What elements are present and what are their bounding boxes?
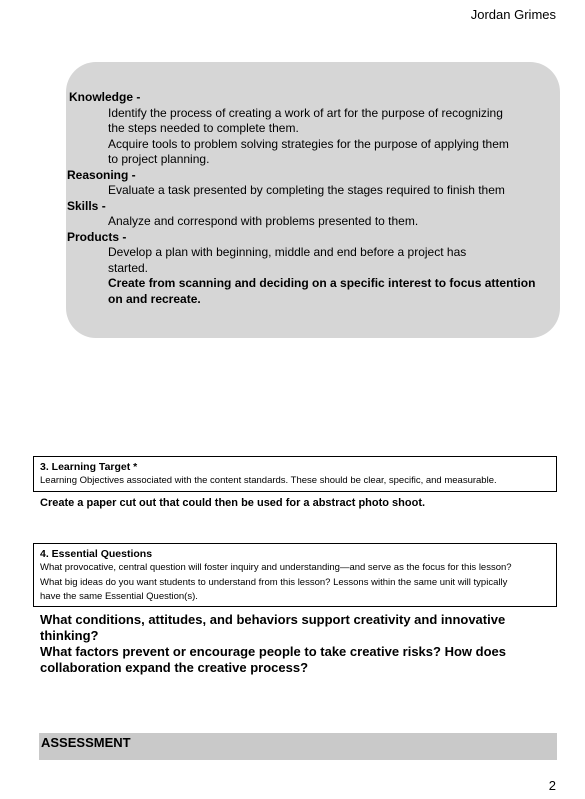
author-name: Jordan Grimes: [470, 7, 556, 22]
learning-target-answer: Create a paper cut out that could then be used for a abstract photo shoot.: [40, 497, 426, 509]
objectives-panel: [66, 62, 560, 338]
essential-question-line: collaboration expand the creative process?: [40, 660, 309, 675]
assessment-label: ASSESSMENT: [41, 735, 131, 750]
essential-questions-box: [33, 543, 557, 607]
products-label: Products -: [67, 229, 127, 244]
essential-question-line: What factors prevent or encourage people to take creative risks? How does: [40, 644, 506, 659]
products-bold-line: on and recreate.: [108, 291, 201, 306]
assessment-section-header: [39, 733, 557, 760]
learning-target-title: 3. Learning Target *: [40, 461, 138, 473]
knowledge-line: to project planning.: [108, 152, 210, 166]
essential-questions-description: have the same Essential Question(s).: [40, 591, 198, 602]
products-bold-line: Create from scanning and deciding on a specific interest to focus attention: [108, 276, 536, 290]
essential-questions-answer: [40, 612, 560, 676]
products-line: Develop a plan with beginning, middle and end before a project has: [108, 245, 467, 259]
essential-questions-description: What provocative, central question will foster inquiry and understanding—and serve as the focus for this lesson?: [40, 562, 512, 573]
knowledge-line: Acquire tools to problem solving strategies for the purpose of applying them: [108, 136, 509, 151]
essential-questions-description: What big ideas do you want students to understand from this lesson? Lessons within the same unit will typically: [40, 576, 508, 588]
essential-question-line: What conditions, attitudes, and behaviors support creativity and innovative thinking?: [40, 612, 506, 643]
learning-target-box: [33, 456, 557, 492]
essential-questions-title: 4. Essential Questions: [40, 548, 153, 560]
page-number: 2: [548, 778, 556, 793]
reasoning-line: Evaluate a task presented by completing the stages required to finish them: [108, 183, 505, 197]
skills-label: Skills -: [67, 198, 106, 213]
learning-target-description: Learning Objectives associated with the content standards. These should be clear, specific, and measurable.: [40, 475, 497, 486]
knowledge-line: the steps needed to complete them.: [108, 121, 299, 135]
products-line: started.: [108, 260, 149, 275]
skills-line: Analyze and correspond with problems presented to them.: [108, 214, 419, 228]
reasoning-label: Reasoning -: [67, 167, 136, 182]
objectives-content: [66, 90, 560, 307]
knowledge-label: Knowledge -: [69, 90, 141, 104]
knowledge-line: Identify the process of creating a work of art for the purpose of recognizing: [108, 105, 503, 120]
